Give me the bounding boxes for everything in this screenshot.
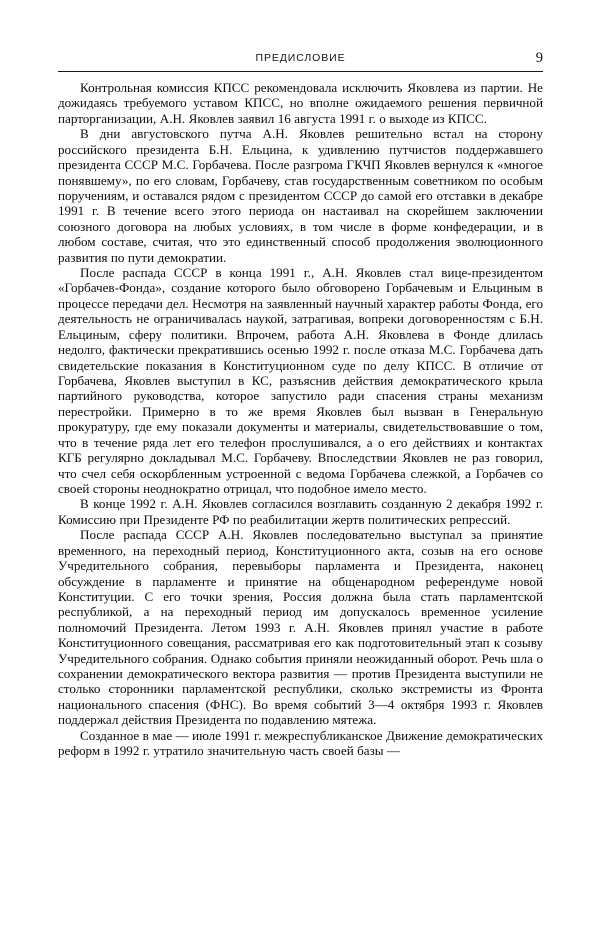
paragraph: После распада СССР в конца 1991 г., А.Н. Яковлев стал вице-президентом «Горбачев-Фонда», создание которого было обговорено Горбачевым и Ельциным в процессе передачи дел. Несмотря на заявленный научный характер работы Фонда, его деятельность не ограничивалась наукой, затрагивая, вопреки договоренностям с Б.Н. Ельциным, сферу политики. Впрочем, работа А.Н. Яковлева в Фонде длилась недолго, фактически прекратившись осенью 1992 г. после отказа М.С. Горбачева дать свидетельские показания в Конституционном суде по делу КПСС. В отличие от Горбачева, Яковлев выступил в КС, разъяснив действия демократического крыла партийного руководства, которое запустило ради спасения страны механизм перестройки. Примерно в то же время Яковлев был вызван в Генеральную прокуратуру, где ему показали документы и материалы, свидетельствовавшие о том, что в течение ряда лет его телефон прослушивался, а о его действиях и контактах КГБ регулярно докладывал М.С. Горбачеву. Впоследствии Яковлев не раз говорил, что счел себя оскорбленным устроенной с ведома Горбачева слежкой, а Горбачев со своей стороны неоднократно отрицал, что подобное имело место.	[58, 265, 543, 496]
paragraph: В конце 1992 г. А.Н. Яковлев согласился возглавить созданную 2 декабря 1992 г. Комиссию при Президенте РФ по реабилитации жертв политических репрессий.	[58, 496, 543, 527]
paragraph: Контрольная комиссия КПСС рекомендовала исключить Яковлева из партии. Не дожидаясь требуемого уставом КПСС, но вполне ожидаемого решения первичной парторганизации, А.Н. Яковлев заявил 16 августа 1991 г. о выходе из КПСС.	[58, 80, 543, 126]
paragraph: В дни августовского путча А.Н. Яковлев решительно встал на сторону российского президента Б.Н. Ельцина, к удивлению путчистов поддержавшего президента СССР М.С. Горбачева. После разгрома ГКЧП Яковлев вернулся к «многое понявшему», по его словам, Горбачеву, став государственным советником по особым поручениям, и оставался рядом с президентом СССР до самой его отставки в декабре 1991 г. В течение всего этого периода он настаивал на скорейшем заключении союзного договора на любых условиях, в том числе в форме конфедерации, и в любом составе, считая, что это единственный способ продолжения эволюционного развития по пути демократии.	[58, 126, 543, 265]
header-rule	[58, 71, 543, 72]
body-text-block	[58, 80, 543, 759]
page-number: 9	[535, 50, 543, 66]
running-head-title: ПРЕДИСЛОВИЕ	[255, 52, 346, 64]
paragraph: Созданное в мае — июле 1991 г. межреспубликанское Движение демократических реформ в 1992 г. утратило значительную часть своей базы —	[58, 727, 543, 759]
paragraph: После распада СССР А.Н. Яковлев последовательно выступал за принятие временного, на переходный период, Конституционного акта, созыв на его основе Учредительного собрания, перевыборы парламента и Президента, наконец обсуждение в парламенте и принятие на общенародном референдуме новой Конституции. С его точки зрения, Россия должна была стать парламентской республикой, а на переходный период им допускалось временное усиление полномочий Президента. Летом 1993 г. А.Н. Яковлев принял участие в работе Конституционного совещания, рассматривая его как подготовительный этап к созыву Учредительного собрания. Однако события приняли неожиданный оборот. Речь шла о сохранении демократического вектора развития — против Президента выступили не столько сторонники парламентской республики, сколько экстремисты из Фронта национального спасения (ФНС). Во время событий 3—4 октября 1993 г. Яковлев поддержал действия Президента по подавлению мятежа.	[58, 527, 543, 728]
